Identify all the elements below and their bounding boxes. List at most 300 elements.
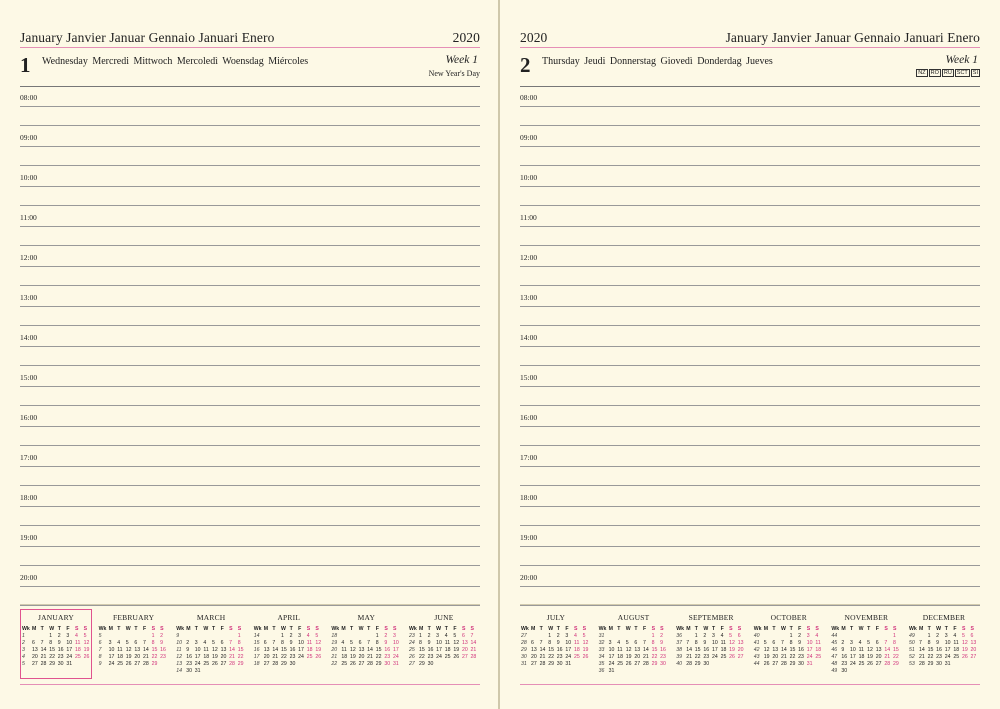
mini-calendar-month-name: MAY xyxy=(357,613,376,622)
calendar-day: 5 xyxy=(763,640,767,646)
calendar-day: 6 xyxy=(220,640,224,646)
calendar-day: 12 xyxy=(453,640,460,646)
calendar-day: 27 xyxy=(634,661,641,667)
weekday-header: S xyxy=(660,626,664,632)
calendar-day: 11 xyxy=(815,640,821,646)
weekday-header: T xyxy=(289,626,293,632)
calendar-day: 9 xyxy=(186,647,190,653)
right-hour-slot-3[interactable] xyxy=(520,207,980,247)
calendar-day: 29 xyxy=(418,661,425,667)
calendar-day: 18 xyxy=(815,647,822,653)
calendar-day: 26 xyxy=(125,661,132,667)
calendar-day: 19 xyxy=(453,647,460,653)
calendar-day: 7 xyxy=(470,633,474,639)
mini-calendar-june xyxy=(408,611,480,679)
week-number: 3 xyxy=(22,647,25,653)
calendar-day xyxy=(764,633,773,640)
weekday-header: M xyxy=(263,626,269,632)
week-number: 14 xyxy=(253,633,260,639)
weekday-header: W xyxy=(780,626,786,632)
right-header-rule xyxy=(520,47,980,48)
calendar-day: 26 xyxy=(961,654,968,660)
calendar-day xyxy=(195,633,204,640)
weekday-header: M xyxy=(32,626,37,632)
calendar-day: 3 xyxy=(565,633,569,639)
mini-calendar-november xyxy=(830,611,902,675)
calendar-day: 6 xyxy=(263,640,267,646)
weekday-header: W xyxy=(548,626,554,632)
half-hour-rule xyxy=(20,386,480,387)
calendar-day: 25 xyxy=(117,661,123,667)
hour-rule xyxy=(520,525,980,526)
week-number: 7 xyxy=(98,647,102,653)
calendar-day: 9 xyxy=(556,640,560,646)
calendar-day: 3 xyxy=(436,633,440,639)
calendar-day: 15 xyxy=(237,647,244,653)
calendar-day: 24 xyxy=(392,654,399,660)
calendar-day: 1 xyxy=(418,633,422,639)
calendar-day: 25 xyxy=(617,661,623,667)
hour-label: 16:00 xyxy=(20,413,38,422)
half-hour-rule xyxy=(520,146,980,147)
calendar-day: 20 xyxy=(737,647,744,653)
calendar-day: 22 xyxy=(375,654,382,660)
calendar-day xyxy=(884,668,893,675)
calendar-day: 18 xyxy=(74,647,81,653)
calendar-day: 1 xyxy=(548,633,552,639)
calendar-day: 13 xyxy=(358,647,365,653)
calendar-second-half xyxy=(520,611,980,675)
calendar-day: 3 xyxy=(944,633,948,639)
left-hour-slot-5[interactable] xyxy=(20,287,480,327)
calendar-day: 8 xyxy=(789,640,793,646)
region-badges xyxy=(916,69,980,77)
left-hour-slot-3[interactable] xyxy=(20,207,480,247)
calendar-day: 23 xyxy=(798,654,804,660)
calendar-day: 30 xyxy=(427,661,434,667)
mini-calendar-month-name: JUNE xyxy=(434,613,454,622)
calendar-day: 1 xyxy=(375,633,379,639)
hour-label: 14:00 xyxy=(520,333,538,342)
calendar-day: 23 xyxy=(57,654,64,660)
weekday-header: M xyxy=(531,626,536,632)
calendar-day: 26 xyxy=(211,661,218,667)
calendar-day: 20 xyxy=(634,654,641,660)
weekday-header: M xyxy=(608,626,613,632)
calendar-day xyxy=(626,633,635,640)
weekday-header: T xyxy=(927,626,931,632)
calendar-day: 30 xyxy=(556,661,563,667)
calendar-day: 11 xyxy=(720,640,726,646)
calendar-day: 2 xyxy=(798,633,802,639)
left-hour-slot-7[interactable] xyxy=(20,367,480,407)
right-header-months: January Janvier Januar Gennaio Januari Enero xyxy=(725,30,980,45)
calendar-day: 21 xyxy=(272,654,279,660)
hour-rule xyxy=(20,485,480,486)
mini-calendar-month-name: NOVEMBER xyxy=(844,613,889,622)
week-number: 20 xyxy=(331,647,338,653)
hour-label: 20:00 xyxy=(520,573,538,582)
mini-calendar-grid xyxy=(754,626,824,668)
right-hour-slot-0[interactable] xyxy=(520,87,980,127)
left-hour-slot-11[interactable] xyxy=(20,527,480,567)
right-hour-slot-6[interactable] xyxy=(520,327,980,367)
calendar-day: 10 xyxy=(194,647,201,653)
weekday-header: S xyxy=(806,626,811,632)
calendar-day: 8 xyxy=(280,640,284,646)
calendar-day: 30 xyxy=(384,661,391,667)
calendar-day: 24 xyxy=(194,661,201,667)
weekday-header: W xyxy=(203,626,209,632)
calendar-day xyxy=(652,668,661,675)
calendar-day: 13 xyxy=(32,647,38,653)
left-holiday: New Year's Day xyxy=(428,69,480,78)
week-number: 25 xyxy=(408,647,415,653)
half-hour-rule xyxy=(520,466,980,467)
mini-calendar-grid xyxy=(409,626,479,668)
calendar-day: 16 xyxy=(289,647,296,653)
mini-calendar-october xyxy=(753,611,825,675)
calendar-day xyxy=(859,668,868,675)
weekday-header: M xyxy=(341,626,346,632)
weekday-header: F xyxy=(798,626,802,632)
right-day-number: 2 xyxy=(520,53,531,77)
mini-calendar-february xyxy=(98,611,170,679)
calendar-day: 7 xyxy=(918,640,922,646)
calendar-day xyxy=(126,633,135,640)
calendar-day: 24 xyxy=(849,661,856,667)
calendar-day: 3 xyxy=(66,633,70,639)
calendar-day xyxy=(41,633,50,640)
mini-calendar-month-name: MARCH xyxy=(196,613,226,622)
calendar-day: 22 xyxy=(49,654,55,660)
weekday-header: T xyxy=(40,626,44,632)
calendar-day: 4 xyxy=(617,640,621,646)
calendar-day: 12 xyxy=(867,647,873,653)
calendar-day: 13 xyxy=(772,647,779,653)
week-number: 34 xyxy=(598,654,605,660)
calendar-day: 12 xyxy=(349,647,356,653)
calendar-day: 19 xyxy=(625,654,632,660)
calendar-day: 4 xyxy=(858,640,862,646)
calendar-day: 16 xyxy=(798,647,804,653)
calendar-day: 3 xyxy=(108,640,112,646)
mini-calendar-july xyxy=(520,611,592,675)
calendar-day: 20 xyxy=(970,647,977,653)
calendar-day: 28 xyxy=(539,661,546,667)
calendar-day: 29 xyxy=(280,661,287,667)
calendar-day: 23 xyxy=(289,654,296,660)
calendar-day xyxy=(686,633,695,640)
hour-rule xyxy=(20,245,480,246)
right-hour-slot-1[interactable] xyxy=(520,127,980,167)
calendar-day: 7 xyxy=(642,640,646,646)
week-number: 10 xyxy=(176,640,182,646)
hour-label: 09:00 xyxy=(520,133,538,142)
calendar-day: 22 xyxy=(651,654,658,660)
hour-label: 19:00 xyxy=(20,533,38,542)
left-hour-slot-4[interactable] xyxy=(20,247,480,287)
right-hour-slot-10[interactable] xyxy=(520,487,980,527)
calendar-day: 28 xyxy=(686,661,692,667)
calendar-day: 12 xyxy=(729,640,735,646)
calendar-day xyxy=(359,633,368,640)
hour-rule xyxy=(520,485,980,486)
calendar-day: 15 xyxy=(548,647,554,653)
left-hour-slot-6[interactable] xyxy=(20,327,480,367)
weekday-header: S xyxy=(83,626,88,632)
calendar-day: 12 xyxy=(961,640,968,646)
calendar-day: 15 xyxy=(651,647,658,653)
calendar-day: 23 xyxy=(384,654,391,660)
calendar-day: 20 xyxy=(134,654,141,660)
week-number: 28 xyxy=(521,640,527,646)
weekday-header: T xyxy=(789,626,793,632)
left-hour-slot-1[interactable] xyxy=(20,127,480,167)
calendar-day: 23 xyxy=(703,654,710,660)
left-hour-slot-0[interactable] xyxy=(20,87,480,127)
calendar-day: 8 xyxy=(375,640,379,646)
calendar-day: 21 xyxy=(40,654,47,660)
week-number: 14 xyxy=(176,668,182,674)
calendar-day: 24 xyxy=(806,654,813,660)
calendar-day: 24 xyxy=(711,654,718,660)
weekday-header: S xyxy=(160,626,164,632)
hour-rule xyxy=(20,205,480,206)
calendar-day: 4 xyxy=(341,640,345,646)
left-hour-slot-8[interactable] xyxy=(20,407,480,447)
weekday-header: Wk xyxy=(521,626,529,632)
weekday-header: S xyxy=(74,626,79,632)
calendar-day: 8 xyxy=(651,640,655,646)
calendar-day: 19 xyxy=(867,654,873,660)
calendar-day: 19 xyxy=(961,647,968,653)
calendar-day: 11 xyxy=(444,640,451,646)
half-hour-rule xyxy=(20,186,480,187)
weekday-header: F xyxy=(142,626,147,632)
calendar-day: 21 xyxy=(686,654,692,660)
left-header-rule xyxy=(20,47,480,48)
calendar-day: 24 xyxy=(565,654,572,660)
left-hour-slot-10[interactable] xyxy=(20,487,480,527)
weekday-header: Wk xyxy=(98,626,107,632)
calendar-day xyxy=(203,668,212,675)
region-badge: SI xyxy=(972,70,978,76)
calendar-day: 14 xyxy=(642,647,649,653)
weekday-header: F xyxy=(720,626,724,632)
calendar-day: 11 xyxy=(573,640,580,646)
right-hour-slot-8[interactable] xyxy=(520,407,980,447)
mini-calendar-september xyxy=(675,611,747,675)
hour-label: 09:00 xyxy=(20,133,38,142)
weekday-header: T xyxy=(194,626,198,632)
calendar-day: 16 xyxy=(57,647,64,653)
calendar-day xyxy=(876,668,885,675)
half-hour-rule xyxy=(520,306,980,307)
hour-rule xyxy=(20,525,480,526)
weekday-header: S xyxy=(306,626,311,632)
calendar-day: 10 xyxy=(66,640,73,646)
right-header-year: 2020 xyxy=(520,30,548,45)
calendar-day: 11 xyxy=(74,640,81,646)
right-hour-slot-11[interactable] xyxy=(520,527,980,567)
calendar-day: 15 xyxy=(927,647,934,653)
weekday-header: F xyxy=(453,626,457,632)
calendar-day: 27 xyxy=(32,661,38,667)
hour-label: 17:00 xyxy=(20,453,38,462)
calendar-day: 5 xyxy=(453,633,457,639)
mini-calendar-grid xyxy=(331,626,401,668)
calendar-day: 3 xyxy=(298,633,302,639)
weekday-header: M xyxy=(186,626,191,632)
calendar-day: 8 xyxy=(151,640,155,646)
calendar-day: 18 xyxy=(720,647,727,653)
right-hour-slot-12[interactable] xyxy=(520,567,980,607)
weekday-header: W xyxy=(125,626,131,632)
calendar-day: 16 xyxy=(703,647,710,653)
right-calendar-bottom-rule xyxy=(520,684,980,685)
calendar-day: 6 xyxy=(970,633,974,639)
right-hour-slot-9[interactable] xyxy=(520,447,980,487)
calendar-day: 2 xyxy=(660,633,664,639)
calendar-day xyxy=(634,633,643,640)
calendar-day: 16 xyxy=(556,647,563,653)
calendar-day: 29 xyxy=(694,661,701,667)
calendar-day: 11 xyxy=(858,647,864,653)
week-number: 5 xyxy=(22,661,25,667)
weekday-header: T xyxy=(711,626,716,632)
weekday-header: S xyxy=(237,626,242,632)
calendar-day: 14 xyxy=(884,647,891,653)
right-calendar-top-rule xyxy=(520,604,980,605)
half-hour-rule xyxy=(20,146,480,147)
calendar-day: 25 xyxy=(74,654,81,660)
calendar-day: 25 xyxy=(720,654,727,660)
week-number: 49 xyxy=(908,633,915,639)
right-hour-slot-4[interactable] xyxy=(520,247,980,287)
right-day-names: Thursday Jeudi Donnerstag Giovedì Donderdag Jueves xyxy=(542,56,773,67)
weekday-header: F xyxy=(953,626,957,632)
calendar-day xyxy=(876,633,885,640)
calendar-day: 2 xyxy=(703,633,707,639)
weekday-header: S xyxy=(392,626,397,632)
week-number: 27 xyxy=(521,633,527,639)
weekday-header: T xyxy=(444,626,448,632)
week-number: 53 xyxy=(908,661,915,667)
week-number: 50 xyxy=(908,640,915,646)
left-hour-slot-12[interactable] xyxy=(20,567,480,607)
weekday-header: T xyxy=(211,626,216,632)
week-number: 29 xyxy=(521,647,527,653)
week-number: 9 xyxy=(98,661,102,667)
calendar-day xyxy=(212,633,221,640)
calendar-day: 17 xyxy=(194,654,201,660)
calendar-day: 16 xyxy=(427,647,434,653)
calendar-day: 19 xyxy=(582,647,589,653)
weekday-header: M xyxy=(108,626,113,632)
calendar-day: 13 xyxy=(220,647,227,653)
week-number: 8 xyxy=(98,654,102,660)
half-hour-rule xyxy=(520,346,980,347)
calendar-day: 2 xyxy=(936,633,940,639)
weekday-header: T xyxy=(134,626,138,632)
calendar-day xyxy=(962,661,971,668)
hour-label: 11:00 xyxy=(520,213,537,222)
calendar-day: 12 xyxy=(315,640,322,646)
weekday-header: Wk xyxy=(176,626,184,632)
calendar-day: 24 xyxy=(108,661,115,667)
left-hour-slot-2[interactable] xyxy=(20,167,480,207)
calendar-day: 5 xyxy=(315,633,319,639)
left-hour-slot-9[interactable] xyxy=(20,447,480,487)
calendar-day: 22 xyxy=(694,654,701,660)
week-number: 24 xyxy=(408,640,415,646)
calendar-day: 22 xyxy=(548,654,554,660)
weekday-header: Wk xyxy=(753,626,762,632)
calendar-day: 4 xyxy=(74,633,78,639)
calendar-day: 25 xyxy=(858,661,865,667)
calendar-day: 12 xyxy=(83,640,90,646)
weekday-header: F xyxy=(298,626,302,632)
week-number: 23 xyxy=(408,633,415,639)
calendar-day xyxy=(738,661,747,668)
calendar-day: 17 xyxy=(849,654,856,660)
hour-rule xyxy=(520,205,980,206)
calendar-day: 8 xyxy=(927,640,931,646)
calendar-day: 14 xyxy=(40,647,47,653)
calendar-day xyxy=(609,633,618,640)
weekday-header: T xyxy=(117,626,121,632)
calendar-day: 1 xyxy=(789,633,793,639)
week-number: 43 xyxy=(753,654,760,660)
calendar-day: 21 xyxy=(470,647,477,653)
mini-calendar-month-name: SEPTEMBER xyxy=(688,613,734,622)
calendar-day: 18 xyxy=(203,654,210,660)
right-hour-slot-2[interactable] xyxy=(520,167,980,207)
calendar-day: 4 xyxy=(953,633,957,639)
right-hour-slot-7[interactable] xyxy=(520,367,980,407)
calendar-day: 21 xyxy=(918,654,925,660)
calendar-day xyxy=(850,668,859,675)
calendar-day: 23 xyxy=(556,654,563,660)
calendar-day: 11 xyxy=(203,647,209,653)
calendar-day: 17 xyxy=(608,654,615,660)
calendar-day xyxy=(367,633,376,640)
half-hour-rule xyxy=(520,506,980,507)
calendar-day: 7 xyxy=(40,640,44,646)
calendar-day: 14 xyxy=(470,640,477,646)
hour-rule xyxy=(20,285,480,286)
week-number: 46 xyxy=(831,647,838,653)
weekday-header: F xyxy=(565,626,569,632)
calendar-day: 27 xyxy=(263,661,270,667)
calendar-day: 10 xyxy=(436,640,442,646)
hour-rule xyxy=(20,445,480,446)
calendar-day: 19 xyxy=(125,654,132,660)
calendar-day: 26 xyxy=(315,654,322,660)
calendar-day: 1 xyxy=(694,633,698,639)
calendar-day: 28 xyxy=(642,661,649,667)
calendar-day: 4 xyxy=(720,633,724,639)
calendar-day xyxy=(781,633,790,640)
calendar-day xyxy=(462,661,471,668)
calendar-day: 8 xyxy=(548,640,552,646)
right-hour-slot-5[interactable] xyxy=(520,287,980,327)
calendar-day: 19 xyxy=(763,654,770,660)
calendar-day: 11 xyxy=(306,640,313,646)
calendar-day: 26 xyxy=(349,661,356,667)
left-week-label: Week 1 xyxy=(445,54,478,66)
